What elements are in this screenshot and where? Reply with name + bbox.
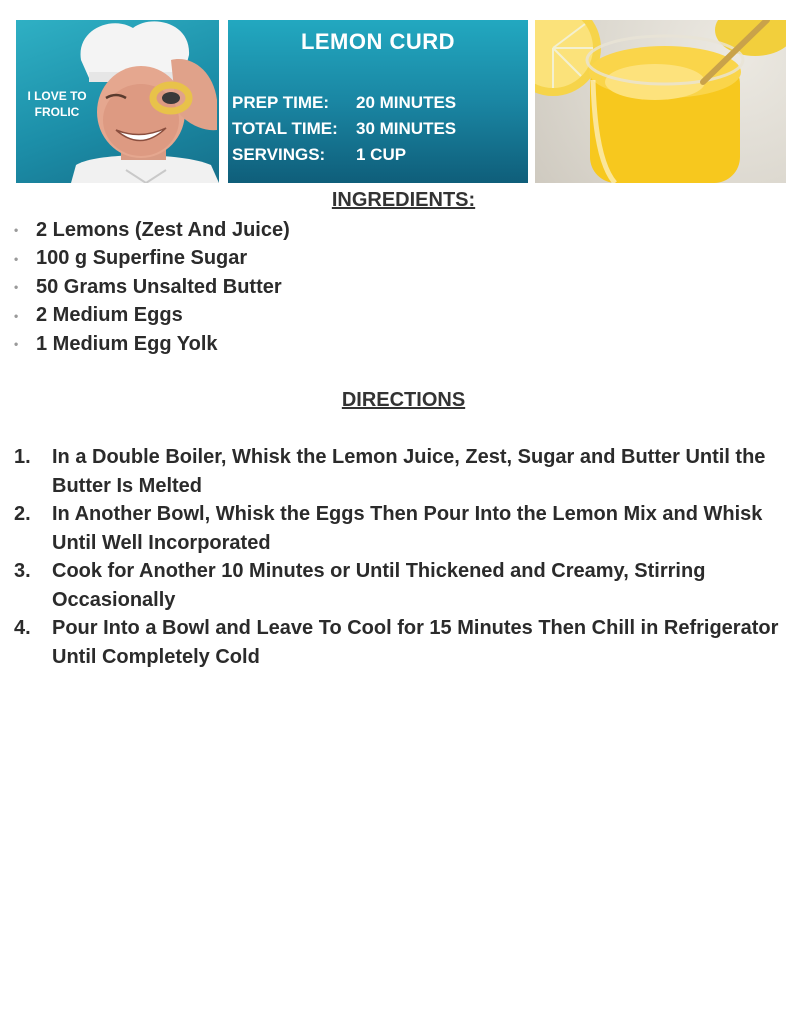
lemon-curd-jar-image xyxy=(535,20,786,183)
bullet-icon: • xyxy=(14,337,19,352)
list-item xyxy=(14,302,290,331)
ingredients-heading: INGREDIENTS: xyxy=(331,189,476,211)
ingredient-text: 50 Grams Unsalted Butter xyxy=(36,275,282,298)
step-text: In Another Bowl, Whisk the Eggs Then Pour Into the Lemon Mix and Whisk Until Well Incorporated xyxy=(52,503,763,554)
meta-row-prep-time xyxy=(232,90,456,116)
recipe-title-card xyxy=(228,20,528,183)
meta-label: SERVINGS: xyxy=(232,145,326,164)
brand-panel xyxy=(16,20,219,183)
ingredient-text: 1 Medium Egg Yolk xyxy=(36,332,218,355)
step-number: 3. xyxy=(14,560,31,582)
ingredient-text: 2 Medium Eggs xyxy=(36,304,183,327)
meta-value: 20 MINUTES xyxy=(356,93,457,112)
step-text: Pour Into a Bowl and Leave To Cool for 15 Minutes Then Chill in Refrigerator Until Completely Cold xyxy=(52,617,779,668)
step-number: 4. xyxy=(14,617,31,639)
recipe-header xyxy=(16,20,786,183)
bullet-icon: • xyxy=(14,280,19,295)
step-number: 1. xyxy=(14,446,31,468)
bullet-icon: • xyxy=(14,251,19,266)
list-item xyxy=(14,216,290,245)
ingredients-list xyxy=(14,216,290,359)
bullet-icon: • xyxy=(14,308,19,323)
recipe-title: LEMON CURD xyxy=(300,29,456,54)
directions-list xyxy=(14,443,794,671)
recipe-meta xyxy=(232,90,456,168)
list-item xyxy=(14,500,794,557)
list-item xyxy=(14,614,794,671)
meta-label: TOTAL TIME: xyxy=(232,119,338,138)
list-item xyxy=(14,330,290,359)
lemon-curd-photo xyxy=(535,20,786,183)
meta-value: 30 MINUTES xyxy=(356,119,457,138)
meta-row-servings xyxy=(232,142,456,168)
meta-row-total-time xyxy=(232,116,456,142)
brand-text: I LOVE TO FROLIC xyxy=(27,89,87,119)
step-text: Cook for Another 10 Minutes or Until Thickened and Creamy, Stirring Occasionally xyxy=(52,560,706,611)
ingredient-text: 100 g Superfine Sugar xyxy=(36,247,248,270)
bullet-icon: • xyxy=(14,223,19,238)
ingredient-text: 2 Lemons (Zest And Juice) xyxy=(36,218,290,241)
meta-value: 1 CUP xyxy=(356,145,407,164)
directions-heading: DIRECTIONS xyxy=(341,389,466,411)
meta-label: PREP TIME: xyxy=(232,93,329,112)
list-item xyxy=(14,273,290,302)
list-item xyxy=(14,557,794,614)
list-item xyxy=(14,443,794,500)
step-number: 2. xyxy=(14,503,31,525)
step-text: In a Double Boiler, Whisk the Lemon Juice, Zest, Sugar and Butter Until the Butter Is Melted xyxy=(52,446,766,497)
list-item xyxy=(14,245,290,274)
chef-photo xyxy=(71,20,219,183)
